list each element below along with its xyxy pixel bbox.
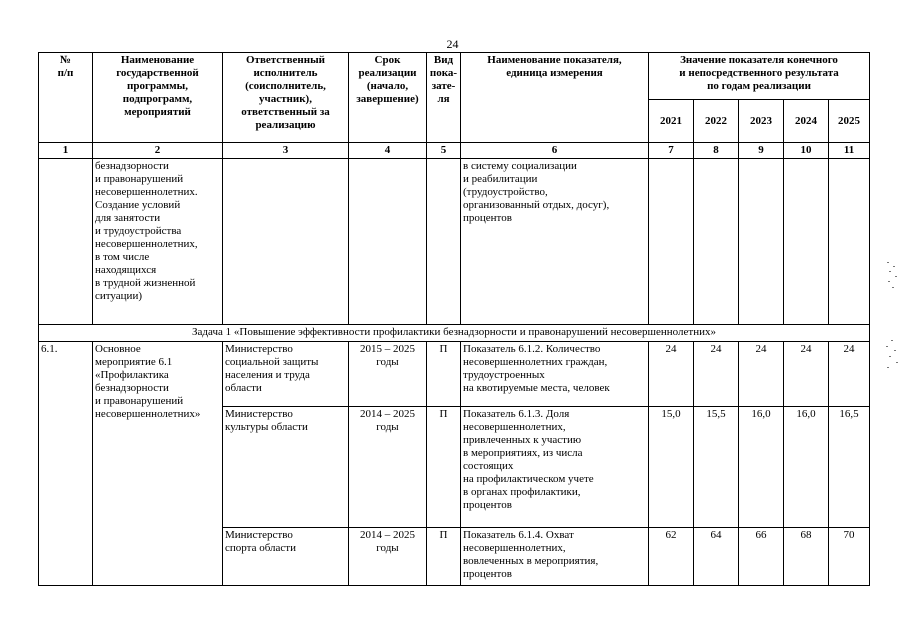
activity-name: Основное мероприятие 6.1 «Профилактика безнадзорности и правонарушений несовершеннолетних»: [93, 342, 223, 586]
indicators-table: [38, 52, 870, 586]
indicator-kind-cell: П: [427, 342, 461, 407]
continuation-row: [39, 159, 870, 325]
value-cell: 62: [649, 528, 694, 586]
activity-number: 6.1.: [39, 342, 93, 586]
header-period: Срок реализации (начало, завершение): [349, 53, 427, 143]
executor-cell: Министерство социальной защиты населения и труда области: [223, 342, 349, 407]
empty-cell: [739, 159, 784, 325]
column-number: 9: [739, 143, 784, 159]
page-number: 24: [446, 37, 459, 51]
indicator-kind-cell: П: [427, 528, 461, 586]
column-number: 3: [223, 143, 349, 159]
scan-noise: [885, 340, 899, 370]
continuation-program-name: безнадзорности и правонарушений несовершеннолетних. Создание условий для занятости и трудоустройства несовершеннолетних, в том числе находящихся в трудной жизненной ситуации): [93, 159, 223, 325]
empty-cell: [784, 159, 829, 325]
value-cell: 15,0: [649, 407, 694, 528]
value-cell: 16,0: [784, 407, 829, 528]
header-year: 2023: [739, 100, 784, 143]
value-cell: 24: [784, 342, 829, 407]
header-number: № п/п: [39, 53, 93, 143]
empty-cell: [829, 159, 870, 325]
value-cell: 15,5: [694, 407, 739, 528]
value-cell: 64: [694, 528, 739, 586]
period-cell: 2014 – 2025 годы: [349, 407, 427, 528]
task-row: [39, 325, 870, 342]
column-number: 4: [349, 143, 427, 159]
indicator-name-cell: Показатель 6.1.4. Охват несовершеннолетних, вовлеченных в мероприятия, процентов: [461, 528, 649, 586]
column-number: 6: [461, 143, 649, 159]
value-cell: 24: [829, 342, 870, 407]
header-indicator-name: Наименование показателя, единица измерения: [461, 53, 649, 143]
period-cell: 2014 – 2025 годы: [349, 528, 427, 586]
column-number: 10: [784, 143, 829, 159]
header-year: 2021: [649, 100, 694, 143]
column-number: 2: [93, 143, 223, 159]
column-number: 5: [427, 143, 461, 159]
value-cell: 68: [784, 528, 829, 586]
period-cell: 2015 – 2025 годы: [349, 342, 427, 407]
indicator-name-cell: Показатель 6.1.3. Доля несовершеннолетних, привлеченных к участию в мероприятиях, из числа состоящих на профилактическом учете в органах профилактики, процентов: [461, 407, 649, 528]
column-number: 11: [829, 143, 870, 159]
value-cell: 24: [694, 342, 739, 407]
empty-cell: [427, 159, 461, 325]
empty-cell: [649, 159, 694, 325]
header-year: 2024: [784, 100, 829, 143]
header-year: 2022: [694, 100, 739, 143]
empty-cell: [223, 159, 349, 325]
empty-cell: [349, 159, 427, 325]
header-indicator-kind: Вид пока- зате- ля: [427, 53, 461, 143]
header-program-name: Наименование государственной программы, подпрограмм, мероприятий: [93, 53, 223, 143]
column-numbers-row: [39, 143, 870, 159]
column-number: 7: [649, 143, 694, 159]
task-title: Задача 1 «Повышение эффективности профилактики безнадзорности и правонарушений несовершеннолетних»: [39, 325, 870, 342]
indicator-name-cell: Показатель 6.1.2. Количество несовершеннолетних граждан, трудоустроенных на квотируемые места, человек: [461, 342, 649, 407]
continuation-indicator-name: в систему социализации и реабилитации (трудоустройство, организованный отдых, досуг), процентов: [461, 159, 649, 325]
executor-cell: Министерство культуры области: [223, 407, 349, 528]
value-cell: 24: [649, 342, 694, 407]
scan-noise: [885, 262, 899, 290]
value-cell: 16,0: [739, 407, 784, 528]
value-cell: 16,5: [829, 407, 870, 528]
header-year: 2025: [829, 100, 870, 143]
value-cell: 70: [829, 528, 870, 586]
column-number: 1: [39, 143, 93, 159]
indicator-kind-cell: П: [427, 407, 461, 528]
empty-cell: [694, 159, 739, 325]
value-cell: 66: [739, 528, 784, 586]
header-executor: Ответственный исполнитель (соисполнитель, участник), ответственный за реализацию: [223, 53, 349, 143]
activity-row: [39, 342, 870, 407]
value-cell: 24: [739, 342, 784, 407]
executor-cell: Министерство спорта области: [223, 528, 349, 586]
header-values-group: Значение показателя конечного и непосредственного результата по годам реализации: [649, 53, 870, 100]
empty-cell: [39, 159, 93, 325]
header-row: [39, 53, 870, 100]
column-number: 8: [694, 143, 739, 159]
